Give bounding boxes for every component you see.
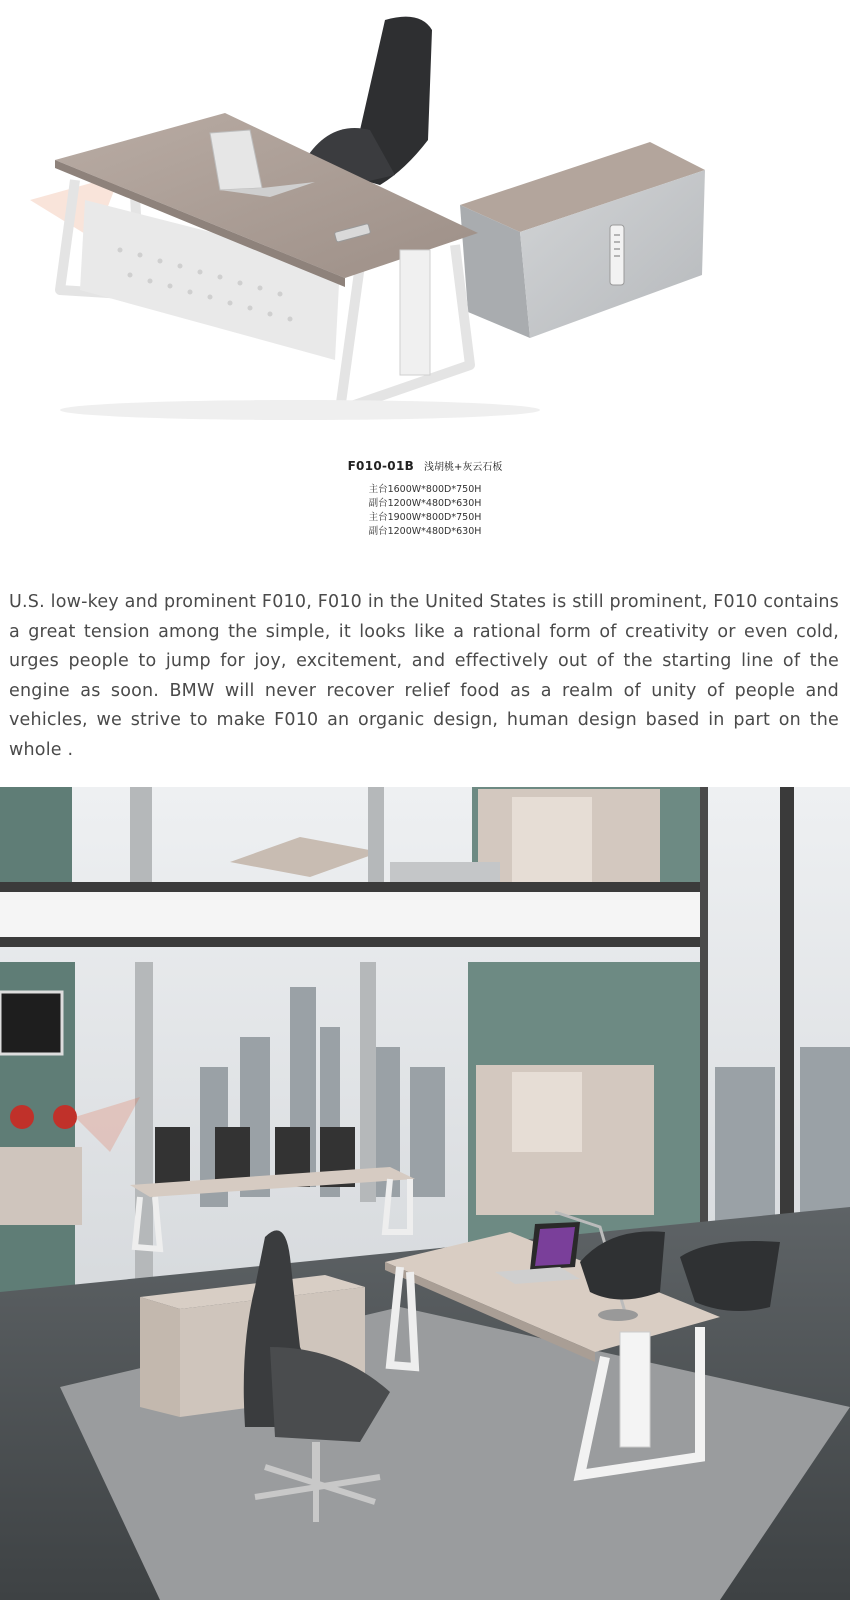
product-description: U.S. low-key and prominent F010, F010 in the United States is still prominent, F010 contains a great tension among the simple, it looks like a rational form of creativity or even cold, urges people to jump for joy, excitement, and effectively out of the starting line of the engine as soon. BMW will never recover relief food as a realm of unity of people and vehicles, we strive to make F010 an organic design, human design based in part on the whole . — [9, 592, 839, 760]
model-number: F010-01B — [347, 459, 415, 473]
spec-line: 副台1200W*480D*630H — [368, 526, 482, 537]
spec-line: 主台1900W*800D*750H — [368, 512, 482, 523]
lower-bookshelf — [476, 1065, 654, 1215]
desk-product-render — [0, 0, 850, 440]
office-scene-render — [0, 787, 850, 1600]
spec-line: 主台1600W*800D*750H — [368, 484, 482, 495]
finish-name: 浅胡桃+灰云石板 — [424, 462, 503, 473]
spec-list — [0, 483, 850, 539]
product-caption — [0, 458, 850, 539]
side-cabinet — [460, 142, 705, 338]
spec-line: 副台1200W*480D*630H — [368, 498, 482, 509]
model-line — [0, 458, 850, 473]
